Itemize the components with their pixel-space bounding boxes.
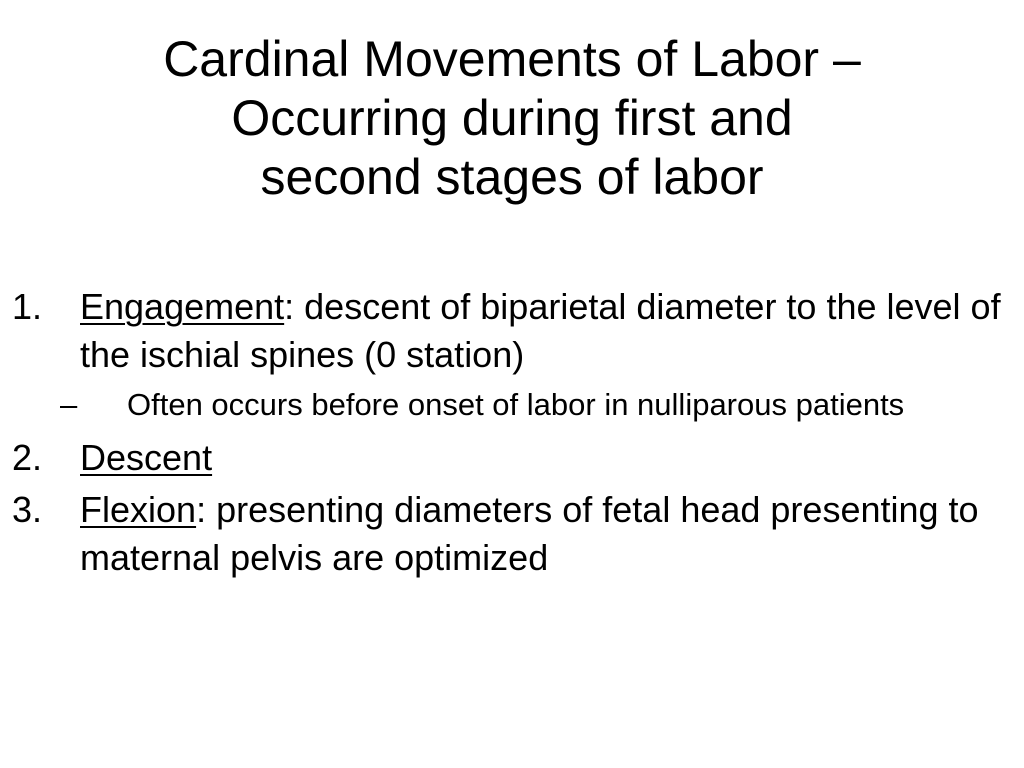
title-line-2: Occurring during first and (231, 90, 793, 146)
item-number: 2. (12, 437, 43, 478)
item-description: : descent of biparietal diameter to the level of the ischial spines (0 station) (80, 286, 1001, 375)
item-term: Engagement (80, 286, 285, 327)
sub-item-dash: – (60, 387, 78, 422)
slide-title (40, 30, 984, 207)
item-description: : presenting diameters of fetal head presenting to maternal pelvis are optimized (80, 489, 979, 578)
item-term: Descent (80, 437, 213, 478)
item-number: 3. (12, 489, 43, 530)
title-line-3: second stages of labor (260, 149, 764, 205)
list-item-flexion (0, 486, 1010, 582)
item-number: 1. (12, 286, 43, 327)
sub-item-engagement-note (0, 384, 1010, 426)
title-line-1: Cardinal Movements of Labor – (163, 31, 861, 87)
list-item-engagement (0, 283, 1010, 379)
movements-list (0, 283, 1010, 586)
item-term: Flexion (80, 489, 197, 530)
list-item-descent (0, 434, 1010, 482)
sub-item-text: Often occurs before onset of labor in nulliparous patients (127, 387, 905, 422)
